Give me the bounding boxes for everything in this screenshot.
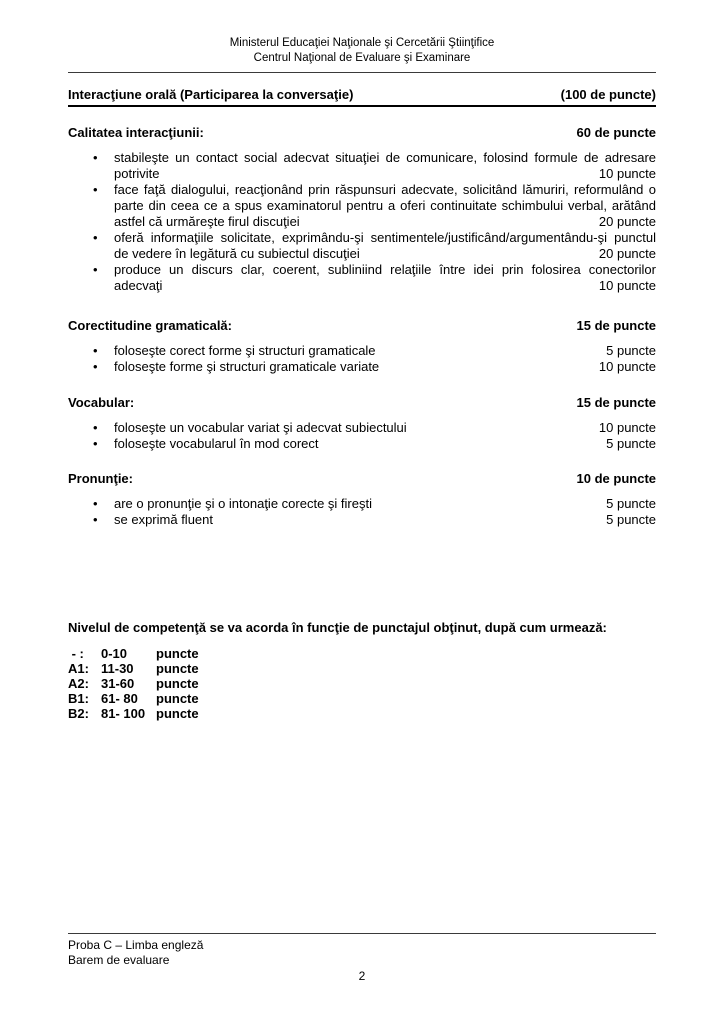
level-label: A2:	[68, 676, 89, 691]
criterion-text: stabileşte un contact social adecvat situaţiei de comunicare, folosind formule de adresare potrivite	[114, 150, 656, 181]
level-label: - :	[68, 646, 84, 661]
level-row	[68, 676, 656, 691]
section-points: 10 de puncte	[576, 471, 656, 486]
criterion-text: se exprimă fluent	[114, 512, 213, 527]
criterion-text: foloseşte corect forme şi structuri gramaticale	[114, 343, 376, 358]
section-heading: Vocabular:	[68, 395, 135, 410]
criterion-text: foloseşte forme şi structuri gramaticale variate	[114, 359, 380, 374]
criterion-item	[114, 150, 656, 182]
section-points: 15 de puncte	[576, 395, 656, 410]
criterion-item	[114, 230, 656, 262]
criterion-text: foloseşte un vocabular variat şi adecvat subiectului	[114, 420, 407, 435]
section-heading-row-pronunciation	[68, 471, 656, 487]
criterion-points: 5 puncte	[606, 496, 656, 511]
criteria-list	[68, 496, 656, 528]
page-title-points: (100 de puncte)	[560, 87, 656, 102]
level-label: B2:	[68, 706, 89, 721]
criterion-text: foloseşte vocabularul în mod corect	[114, 436, 319, 451]
criterion-points: 10 puncte	[598, 278, 656, 293]
section-points: 15 de puncte	[576, 318, 656, 333]
criterion-points: 20 puncte	[598, 246, 656, 261]
level-unit: puncte	[156, 706, 199, 721]
section-heading-row-vocabulary	[68, 395, 656, 411]
criterion-item	[114, 359, 656, 375]
footer-line-2: Barem de evaluare	[68, 953, 170, 967]
level-unit: puncte	[156, 676, 199, 691]
criterion-item	[114, 343, 656, 359]
level-unit: puncte	[156, 691, 199, 706]
level-range: 0-10	[101, 646, 128, 661]
footer-line-1: Proba C – Limba engleză	[68, 938, 204, 952]
criterion-points: 5 puncte	[606, 512, 656, 527]
criterion-points: 20 puncte	[598, 214, 656, 229]
criteria-list	[68, 343, 656, 375]
criterion-points: 5 puncte	[606, 436, 656, 451]
levels-table	[68, 646, 656, 721]
criterion-points: 10 puncte	[598, 359, 656, 374]
criterion-text: are o pronunţie şi o intonaţie corecte şi fireşti	[114, 496, 372, 511]
section-heading-row-grammar	[68, 318, 656, 334]
level-range: 11-30	[101, 661, 134, 676]
criterion-text: face faţă dialogului, reacţionând prin răspunsuri adecvate, solicitând lămuriri, reformulând o parte din ceea ce a spus examinatorul pentru a oferi continuitate schimbului verbal, arătând astfel că urmăreşte firul discuţiei	[114, 182, 656, 229]
level-row	[68, 646, 656, 661]
levels-heading: Nivelul de competenţă se va acorda în funcţie de punctajul obţinut, după cum urmează:	[68, 620, 607, 635]
criterion-text: oferă informaţiile solicitate, exprimându-şi sentimentele/justificând/argumentându-şi punctul de vedere în legătură cu subiectul discuţiei	[114, 230, 656, 261]
criterion-points: 10 puncte	[598, 166, 656, 181]
level-unit: puncte	[156, 661, 199, 676]
page-title-row	[68, 87, 656, 107]
level-label: A1:	[68, 661, 89, 676]
criterion-item	[114, 512, 656, 528]
section-heading: Corectitudine gramaticală:	[68, 318, 232, 333]
header-divider	[68, 72, 656, 73]
section-heading: Pronunţie:	[68, 471, 133, 486]
criterion-item	[114, 262, 656, 294]
level-range: 81- 100	[101, 706, 146, 721]
level-unit: puncte	[156, 646, 199, 661]
document-footer	[68, 933, 656, 984]
criterion-item	[114, 496, 656, 512]
document-header	[68, 36, 656, 66]
level-row	[68, 661, 656, 676]
section-points: 60 de puncte	[576, 125, 656, 140]
level-range: 31-60	[101, 676, 135, 691]
level-row	[68, 691, 656, 706]
section-heading: Calitatea interacţiunii:	[68, 125, 204, 140]
header-line-2: Centrul Naţional de Evaluare şi Examinare	[253, 52, 471, 64]
criteria-list	[68, 420, 656, 452]
page-number: 2	[358, 969, 366, 983]
criterion-points: 10 puncte	[598, 420, 656, 435]
criterion-item	[114, 436, 656, 452]
level-label: B1:	[68, 691, 89, 706]
criteria-list	[68, 150, 656, 294]
criterion-item	[114, 420, 656, 436]
level-range: 61- 80	[101, 691, 138, 706]
criterion-points: 5 puncte	[606, 343, 656, 358]
level-row	[68, 706, 656, 721]
header-line-1: Ministerul Educaţiei Naţionale şi Cercetării Ştiinţifice	[229, 37, 495, 49]
page-title: Interacţiune orală (Participarea la conversaţie)	[68, 87, 354, 102]
section-heading-row-quality	[68, 125, 656, 141]
criterion-item	[114, 182, 656, 230]
criterion-text: produce un discurs clar, coerent, subliniind relaţiile între idei prin folosirea conectorilor adecvaţi	[114, 262, 656, 293]
